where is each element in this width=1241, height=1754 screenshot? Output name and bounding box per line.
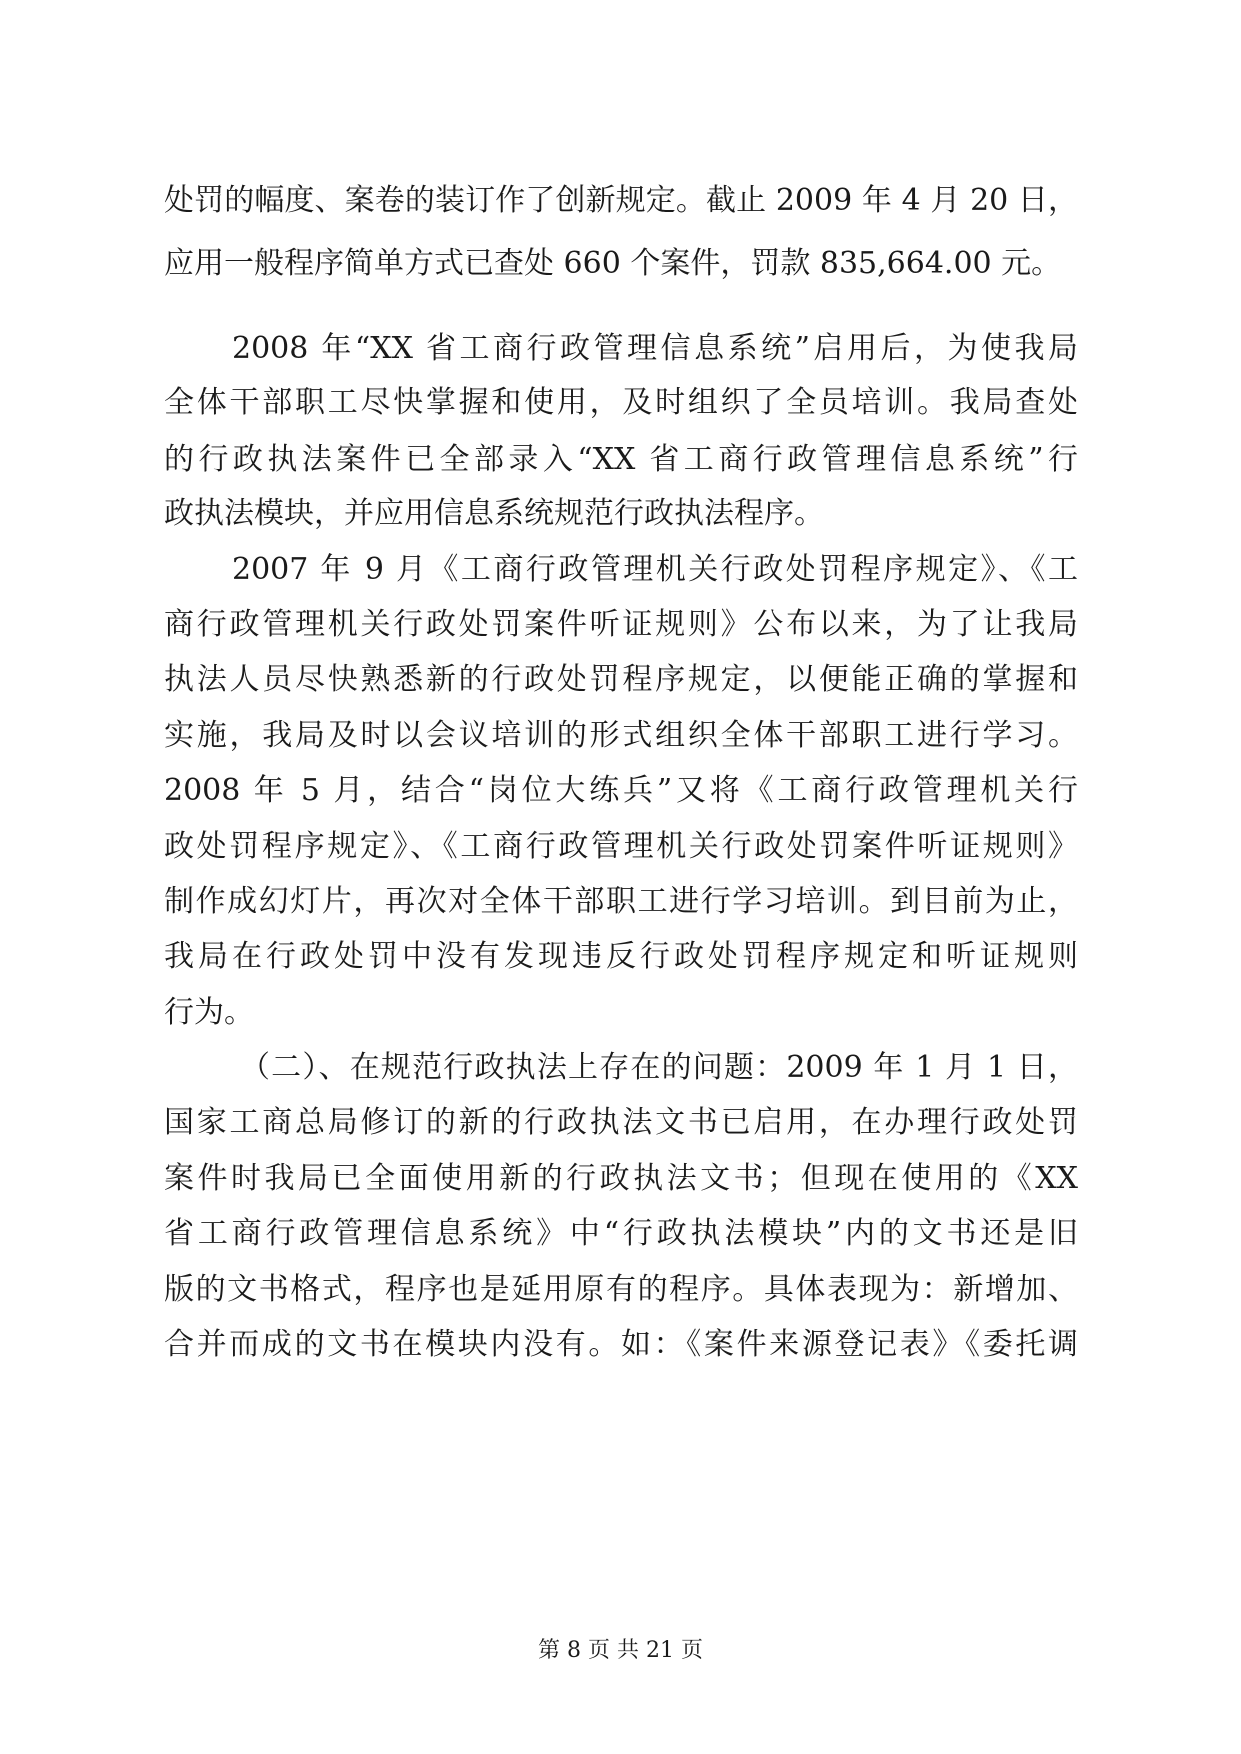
paragraph-line-11: 2008 年 5 月，结合“岗位大练兵”又将《工商行政管理机关行 [164, 773, 1078, 808]
paragraph-line-21: 合并而成的文书在模块内没有。如：《案件来源登记表》《委托调 [164, 1327, 1078, 1362]
paragraph-line-1: 处罚的幅度、案卷的装订作了创新规定。截止 2009 年 4 月 20 日， [164, 183, 1078, 218]
paragraph-line-13: 制作成幻灯片，再次对全体干部职工进行学习培训。到目前为止， [164, 884, 1078, 919]
paragraph-line-14: 我局在行政处罚中没有发现违反行政处罚程序规定和听证规则 [164, 939, 1078, 974]
paragraph-line-4: 全体干部职工尽快掌握和使用，及时组织了全员培训。我局查处 [164, 385, 1078, 420]
paragraph-line-18: 案件时我局已全面使用新的行政执法文书；但现在使用的《XX [164, 1161, 1078, 1196]
paragraph-line-2: 应用一般程序简单方式已查处 660 个案件，罚款 835,664.00 元。 [164, 246, 1062, 281]
paragraph-line-12: 政处罚程序规定》、《工商行政管理机关行政处罚案件听证规则》 [164, 829, 1078, 864]
paragraph-line-3: 2008 年“XX 省工商行政管理信息系统”启用后，为使我局 [232, 331, 1078, 366]
paragraph-line-16: （二）、在规范行政执法上存在的问题：2009 年 1 月 1 日， [240, 1050, 1078, 1085]
paragraph-line-19: 省工商行政管理信息系统》中“行政执法模块”内的文书还是旧 [164, 1216, 1078, 1251]
paragraph-line-17: 国家工商总局修订的新的行政执法文书已启用，在办理行政处罚 [164, 1105, 1078, 1140]
paragraph-line-9: 执法人员尽快熟悉新的行政处罚程序规定，以便能正确的掌握和 [164, 662, 1078, 697]
page-number-footer: 第 8 页 共 21 页 [538, 1638, 703, 1663]
paragraph-line-20: 版的文书格式，程序也是延用原有的程序。具体表现为：新增加、 [164, 1272, 1078, 1307]
paragraph-line-8: 商行政管理机关行政处罚案件听证规则》公布以来，为了让我局 [164, 607, 1078, 642]
paragraph-line-15: 行为。 [164, 995, 254, 1030]
paragraph-line-7: 2007 年 9 月《工商行政管理机关行政处罚程序规定》、《工 [232, 552, 1078, 587]
paragraph-line-10: 实施，我局及时以会议培训的形式组织全体干部职工进行学习。 [164, 718, 1078, 753]
paragraph-line-6: 政执法模块，并应用信息系统规范行政执法程序。 [164, 496, 824, 531]
paragraph-line-5: 的行政执法案件已全部录入“XX 省工商行政管理信息系统”行 [164, 442, 1078, 477]
